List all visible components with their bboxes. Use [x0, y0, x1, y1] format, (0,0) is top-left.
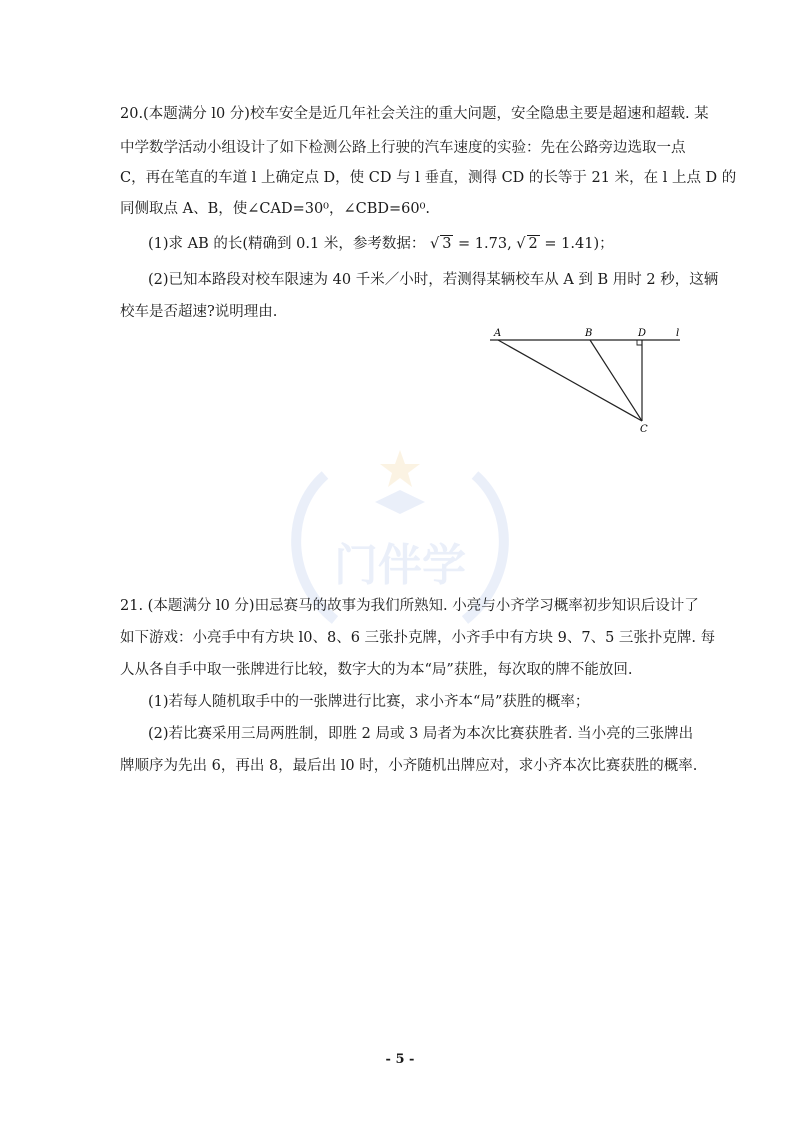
q20-line-4: 同侧取点 A、B，使∠CAD=30⁰，∠CBD=60⁰.: [120, 201, 431, 217]
q21-part2-line-1: (2)若比赛采用三局两胜制，即胜 2 局或 3 局者为本次比赛获胜者. 当小亮的三张牌出: [148, 726, 694, 742]
sqrt3-value: = 1.73,: [453, 236, 517, 252]
sqrt-sign: √: [429, 236, 440, 252]
q20-part2-line-2: 校车是否超速?说明理由.: [120, 304, 278, 320]
part1-end: )；: [593, 236, 614, 252]
q20-line-2: 中学数学活动小组设计了如下检测公路上行驶的汽车速度的实验：先在公路旁边选取一点: [120, 140, 686, 156]
q21-line-1: 21. (本题满分 l0 分)田忌赛马的故事为我们所熟知. 小亮与小齐学习概率初步知识后设计了: [120, 598, 699, 614]
q20-line-1: 20.(本题满分 l0 分)校车安全是近几年社会关注的重大问题，安全隐患主要是超速和超载. 某: [120, 106, 709, 122]
right-angle-mark: [637, 340, 642, 345]
page-number: - 5 -: [385, 1052, 415, 1067]
graduation-cap-icon: [375, 490, 425, 514]
q21-line-3: 人从各自手中取一张牌进行比较，数字大的为本“局”获胜，每次取的牌不能放回.: [120, 662, 633, 678]
geometry-figure: [480, 325, 690, 435]
segment-bc: [590, 340, 642, 421]
q21-part2-line-2: 牌顺序为先出 6，再出 8，最后出 l0 时，小齐随机出牌应对，求小齐本次比赛获胜的概率.: [120, 758, 698, 774]
q20-part1-text: (1)求 AB 的长(精确到 0.1 米，参考数据：: [148, 236, 426, 252]
segment-ac: [498, 340, 642, 421]
label-a: A: [494, 328, 502, 339]
sqrt2-value: = 1.41: [539, 236, 594, 252]
watermark-text: 门伴学: [334, 540, 466, 591]
label-b: B: [585, 328, 593, 339]
label-l: l: [676, 328, 680, 339]
q21-part1: (1)若每人随机取手中的一张牌进行比赛，求小齐本“局”获胜的概率；: [148, 694, 590, 710]
star-icon: [380, 450, 420, 487]
sqrt3-radicand: 3: [442, 236, 452, 252]
q20-line-3: C，再在笔直的车道 l 上确定点 D，使 CD 与 l 垂直，测得 CD 的长等于 21 米，在 l 上点 D 的: [120, 170, 737, 186]
sqrt2-radicand: 2: [528, 236, 538, 252]
q20-part1: [148, 234, 718, 254]
q21-line-2: 如下游戏：小亮手中有方块 l0、8、6 三张扑克牌，小齐手中有方块 9、7、5 三张扑克牌. 每: [120, 630, 716, 646]
sqrt-sign: √: [516, 236, 526, 252]
label-d: D: [638, 328, 647, 339]
label-c: C: [640, 424, 648, 435]
q20-part2-line-1: (2)已知本路段对校车限速为 40 千米／小时，若测得某辆校车从 A 到 B 用时 2 秒，这辆: [148, 272, 719, 288]
